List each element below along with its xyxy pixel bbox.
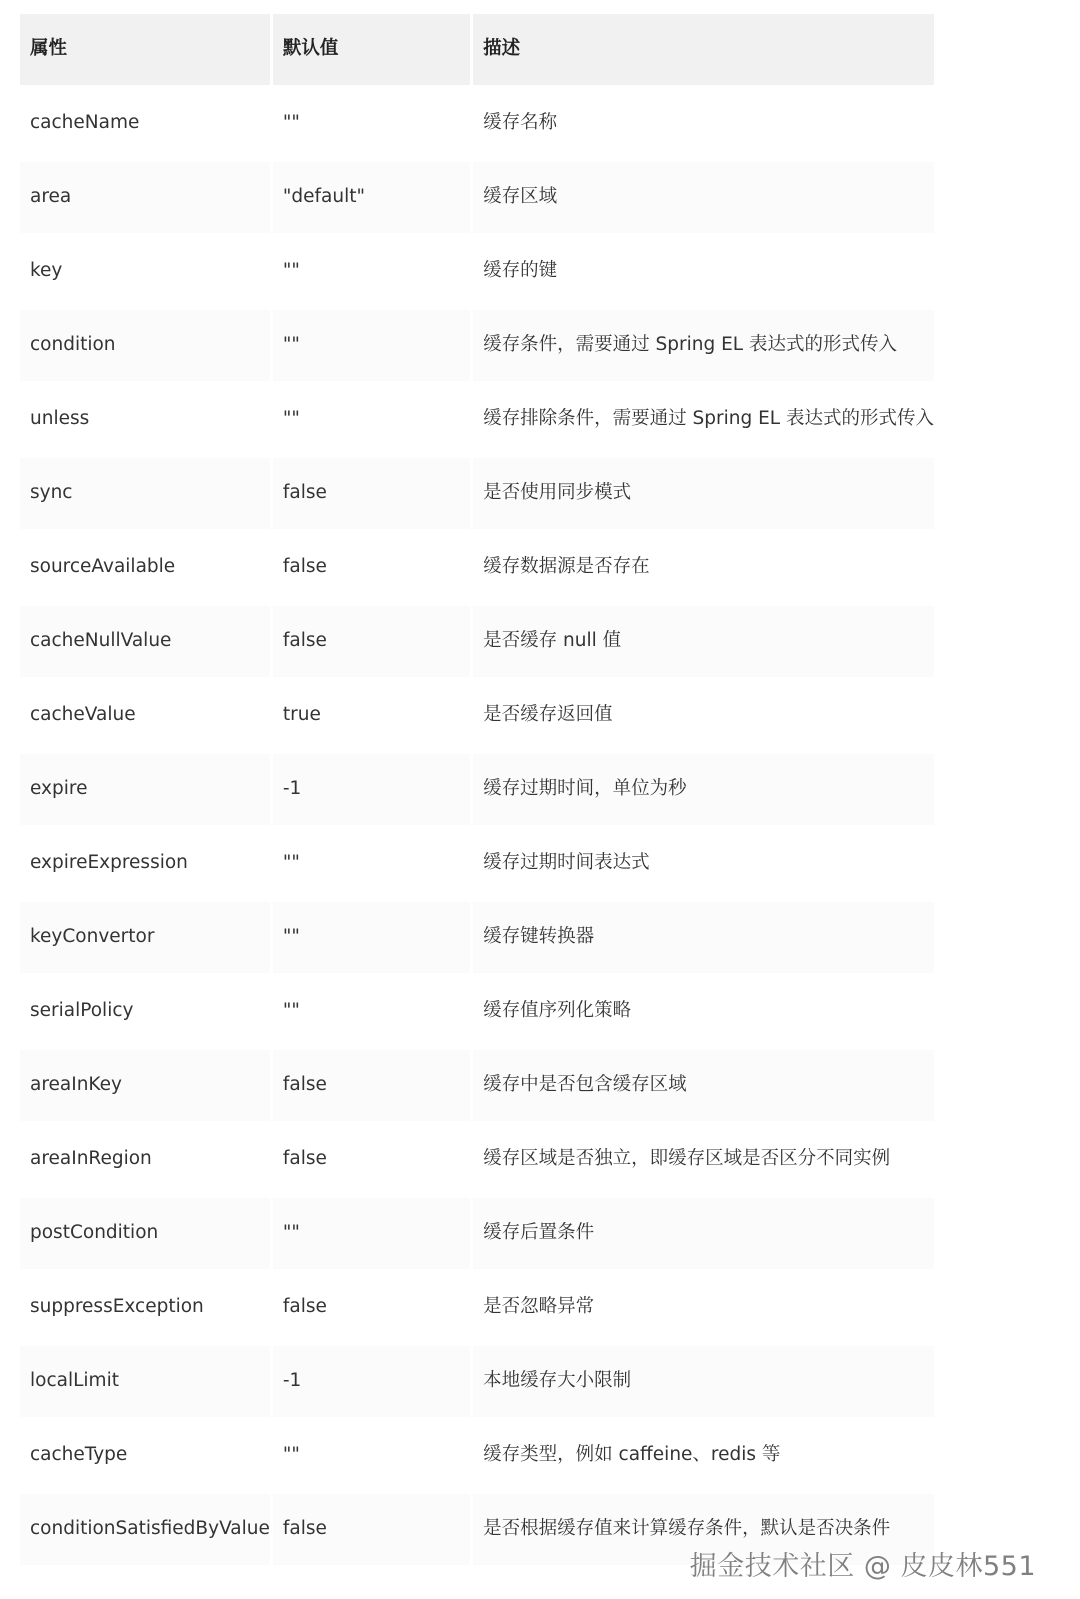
table-row <box>20 458 934 529</box>
cell-description: 缓存过期时间表达式 <box>483 852 650 874</box>
table-row <box>20 532 934 603</box>
cell-default-value: false <box>282 1074 327 1096</box>
cell-default-value: false <box>282 1518 327 1540</box>
cell-description: 缓存过期时间，单位为秒 <box>483 778 687 800</box>
table-row <box>20 680 934 751</box>
cell-description: 是否忽略异常 <box>483 1296 595 1318</box>
cell-description: 是否使用同步模式 <box>483 482 632 504</box>
header-default-value: 默认值 <box>282 38 339 60</box>
cell-attribute: unless <box>30 408 90 430</box>
cell-default-value: "" <box>282 926 300 948</box>
cell-description: 缓存值序列化策略 <box>483 1000 632 1022</box>
table-row <box>20 1420 934 1491</box>
cell-attribute: areaInRegion <box>30 1148 152 1170</box>
cell-attribute: localLimit <box>30 1370 119 1392</box>
cell-default-value: "" <box>282 852 300 874</box>
cell-default-value: -1 <box>282 1370 302 1392</box>
cell-description: 是否根据缓存值来计算缓存条件，默认是否决条件 <box>483 1518 891 1540</box>
cell-description: 缓存排除条件，需要通过 Spring EL 表达式的形式传入 <box>483 408 934 430</box>
cell-attribute: expire <box>30 778 88 800</box>
attributes-table <box>17 11 937 1568</box>
cell-default-value: "" <box>282 408 300 430</box>
cell-default-value: "default" <box>282 186 365 208</box>
cell-default-value: "" <box>282 112 300 134</box>
cell-attribute: postCondition <box>30 1222 159 1244</box>
table-row <box>20 1124 934 1195</box>
cell-attribute: suppressException <box>30 1296 204 1318</box>
cell-attribute: area <box>30 186 72 208</box>
cell-description: 缓存中是否包含缓存区域 <box>483 1074 687 1096</box>
table-row <box>20 162 934 233</box>
cell-attribute: cacheName <box>30 112 140 134</box>
cell-description: 缓存键转换器 <box>483 926 595 948</box>
cell-default-value: false <box>282 556 327 578</box>
cell-description: 是否缓存返回值 <box>483 704 613 726</box>
table-header-row <box>20 14 934 85</box>
table-row <box>20 310 934 381</box>
cell-attribute: areaInKey <box>30 1074 122 1096</box>
cell-attribute: key <box>30 260 63 282</box>
watermark: 掘金技术社区 @ 皮皮林551 <box>689 1551 1036 1582</box>
cell-default-value: true <box>282 704 321 726</box>
table-row <box>20 88 934 159</box>
table-row <box>20 976 934 1047</box>
table-body <box>20 88 934 1565</box>
table-row <box>20 828 934 899</box>
cell-attribute: cacheNullValue <box>30 630 172 652</box>
table-row <box>20 1272 934 1343</box>
header-attribute: 属性 <box>30 38 68 60</box>
table-row <box>20 236 934 307</box>
cell-default-value: "" <box>282 1444 300 1466</box>
cell-default-value: -1 <box>282 778 302 800</box>
cell-description: 缓存后置条件 <box>483 1222 595 1244</box>
cell-default-value: "" <box>282 334 300 356</box>
table-row <box>20 384 934 455</box>
header-description: 描述 <box>483 38 521 60</box>
cell-description: 缓存数据源是否存在 <box>483 556 650 578</box>
table-row <box>20 1050 934 1121</box>
cell-attribute: condition <box>30 334 116 356</box>
cell-default-value: false <box>282 1148 327 1170</box>
cell-attribute: serialPolicy <box>30 1000 134 1022</box>
cell-attribute: keyConvertor <box>30 926 155 948</box>
cell-attribute: conditionSatisfiedByValue <box>30 1518 270 1540</box>
table-row <box>20 1346 934 1417</box>
cell-default-value: "" <box>282 1000 300 1022</box>
table-row <box>20 902 934 973</box>
cell-description: 本地缓存大小限制 <box>483 1370 632 1392</box>
cell-description: 缓存类型，例如 caffeine、redis 等 <box>483 1444 781 1466</box>
cell-description: 是否缓存 null 值 <box>483 630 622 652</box>
cell-description: 缓存名称 <box>483 112 558 134</box>
cell-default-value: "" <box>282 260 300 282</box>
cell-attribute: sourceAvailable <box>30 556 176 578</box>
cell-default-value: false <box>282 482 327 504</box>
cell-description: 缓存区域 <box>483 186 558 208</box>
cell-attribute: sync <box>30 482 73 504</box>
cell-description: 缓存的键 <box>483 260 558 282</box>
table-row <box>20 606 934 677</box>
cell-description: 缓存区域是否独立，即缓存区域是否区分不同实例 <box>483 1148 891 1170</box>
table-row <box>20 754 934 825</box>
cell-default-value: false <box>282 630 327 652</box>
cell-description: 缓存条件，需要通过 Spring EL 表达式的形式传入 <box>483 334 897 356</box>
table-row <box>20 1198 934 1269</box>
cell-attribute: expireExpression <box>30 852 188 874</box>
cell-attribute: cacheType <box>30 1444 128 1466</box>
cell-default-value: "" <box>282 1222 300 1244</box>
cell-attribute: cacheValue <box>30 704 136 726</box>
cell-default-value: false <box>282 1296 327 1318</box>
